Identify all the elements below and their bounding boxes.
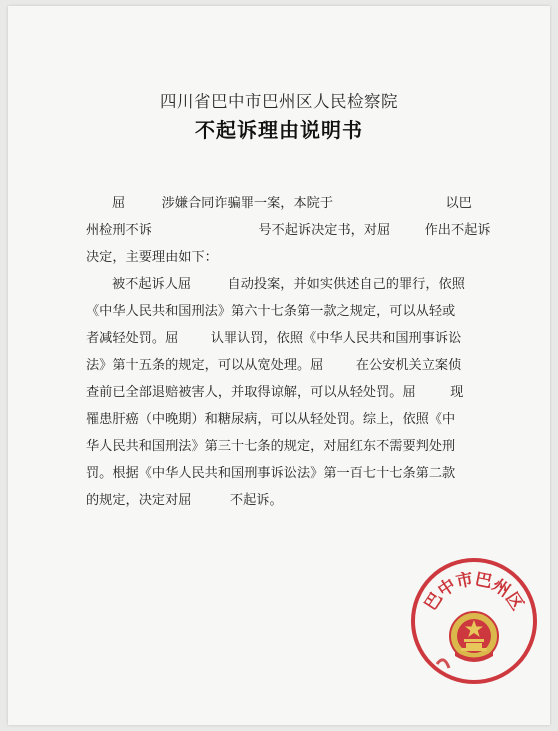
body-line-6 bbox=[86, 325, 536, 352]
text-segment: 被不起诉人屈 bbox=[112, 277, 192, 292]
national-emblem-icon bbox=[450, 612, 498, 662]
text-segment: 州检刑不诉 bbox=[86, 223, 152, 238]
body-line-10 bbox=[86, 433, 536, 460]
text-segment: 法》第十五条的规定，可以从宽处理。屈 bbox=[86, 358, 324, 373]
text-segment: 《中华人民共和国刑法》第六十七条第一款之规定，可以从轻或 bbox=[86, 304, 456, 319]
body-line-5 bbox=[86, 298, 536, 325]
issuing-organization: 四川省巴中市巴州区人民检察院 bbox=[160, 92, 398, 111]
body-line-11 bbox=[86, 460, 536, 487]
body-line-4 bbox=[86, 271, 536, 298]
body-line-2 bbox=[86, 217, 536, 244]
official-seal-icon bbox=[409, 556, 539, 686]
text-segment: 以巴 bbox=[445, 196, 472, 211]
text-segment: 现 bbox=[450, 385, 464, 400]
text-segment: 罚。根据《中华人民共和国刑事诉讼法》第一百七十七条第二款 bbox=[86, 466, 456, 481]
text-segment: 屈 bbox=[112, 196, 126, 211]
text-segment: 涉嫌合同诈骗罪一案，本院于 bbox=[161, 196, 334, 211]
text-segment: 不起诉。 bbox=[229, 493, 283, 508]
body-line-3 bbox=[86, 244, 536, 271]
body-line-1 bbox=[86, 190, 536, 217]
text-segment: 认罪认罚，依照《中华人民共和国刑事诉讼 bbox=[210, 331, 462, 346]
body-line-8 bbox=[86, 379, 536, 406]
text-segment: 的规定，决定对屈 bbox=[86, 493, 192, 508]
text-segment: 在公安机关立案侦 bbox=[355, 358, 462, 373]
text-segment: 号不起诉决定书，对屈 bbox=[258, 223, 391, 238]
seal-text: 巴中市巴州区 bbox=[420, 569, 528, 615]
text-segment: 华人民共和国刑法》第三十七条的规定，对屈红东不需要判处刑 bbox=[86, 439, 456, 454]
text-segment: 者减轻处罚。屈 bbox=[86, 331, 179, 346]
text-segment: 作出不起诉 bbox=[424, 223, 491, 238]
text-segment: 罹患肝癌（中晚期）和糖尿病，可以从轻处罚。综上，依照《中 bbox=[86, 412, 456, 427]
text-segment: 查前已全部退赔被害人，并取得谅解，可以从轻处罚。屈 bbox=[86, 385, 416, 400]
text-segment: 决定，主要理由如下： bbox=[86, 250, 218, 265]
body-line-7 bbox=[86, 352, 536, 379]
body-line-9 bbox=[86, 406, 536, 433]
document-page bbox=[8, 6, 550, 725]
body-line-12 bbox=[86, 487, 536, 514]
document-body bbox=[86, 190, 536, 514]
document-title: 不起诉理由说明书 bbox=[195, 118, 363, 142]
text-segment: 自动投案，并如实供述自己的罪行，依照 bbox=[227, 277, 465, 292]
